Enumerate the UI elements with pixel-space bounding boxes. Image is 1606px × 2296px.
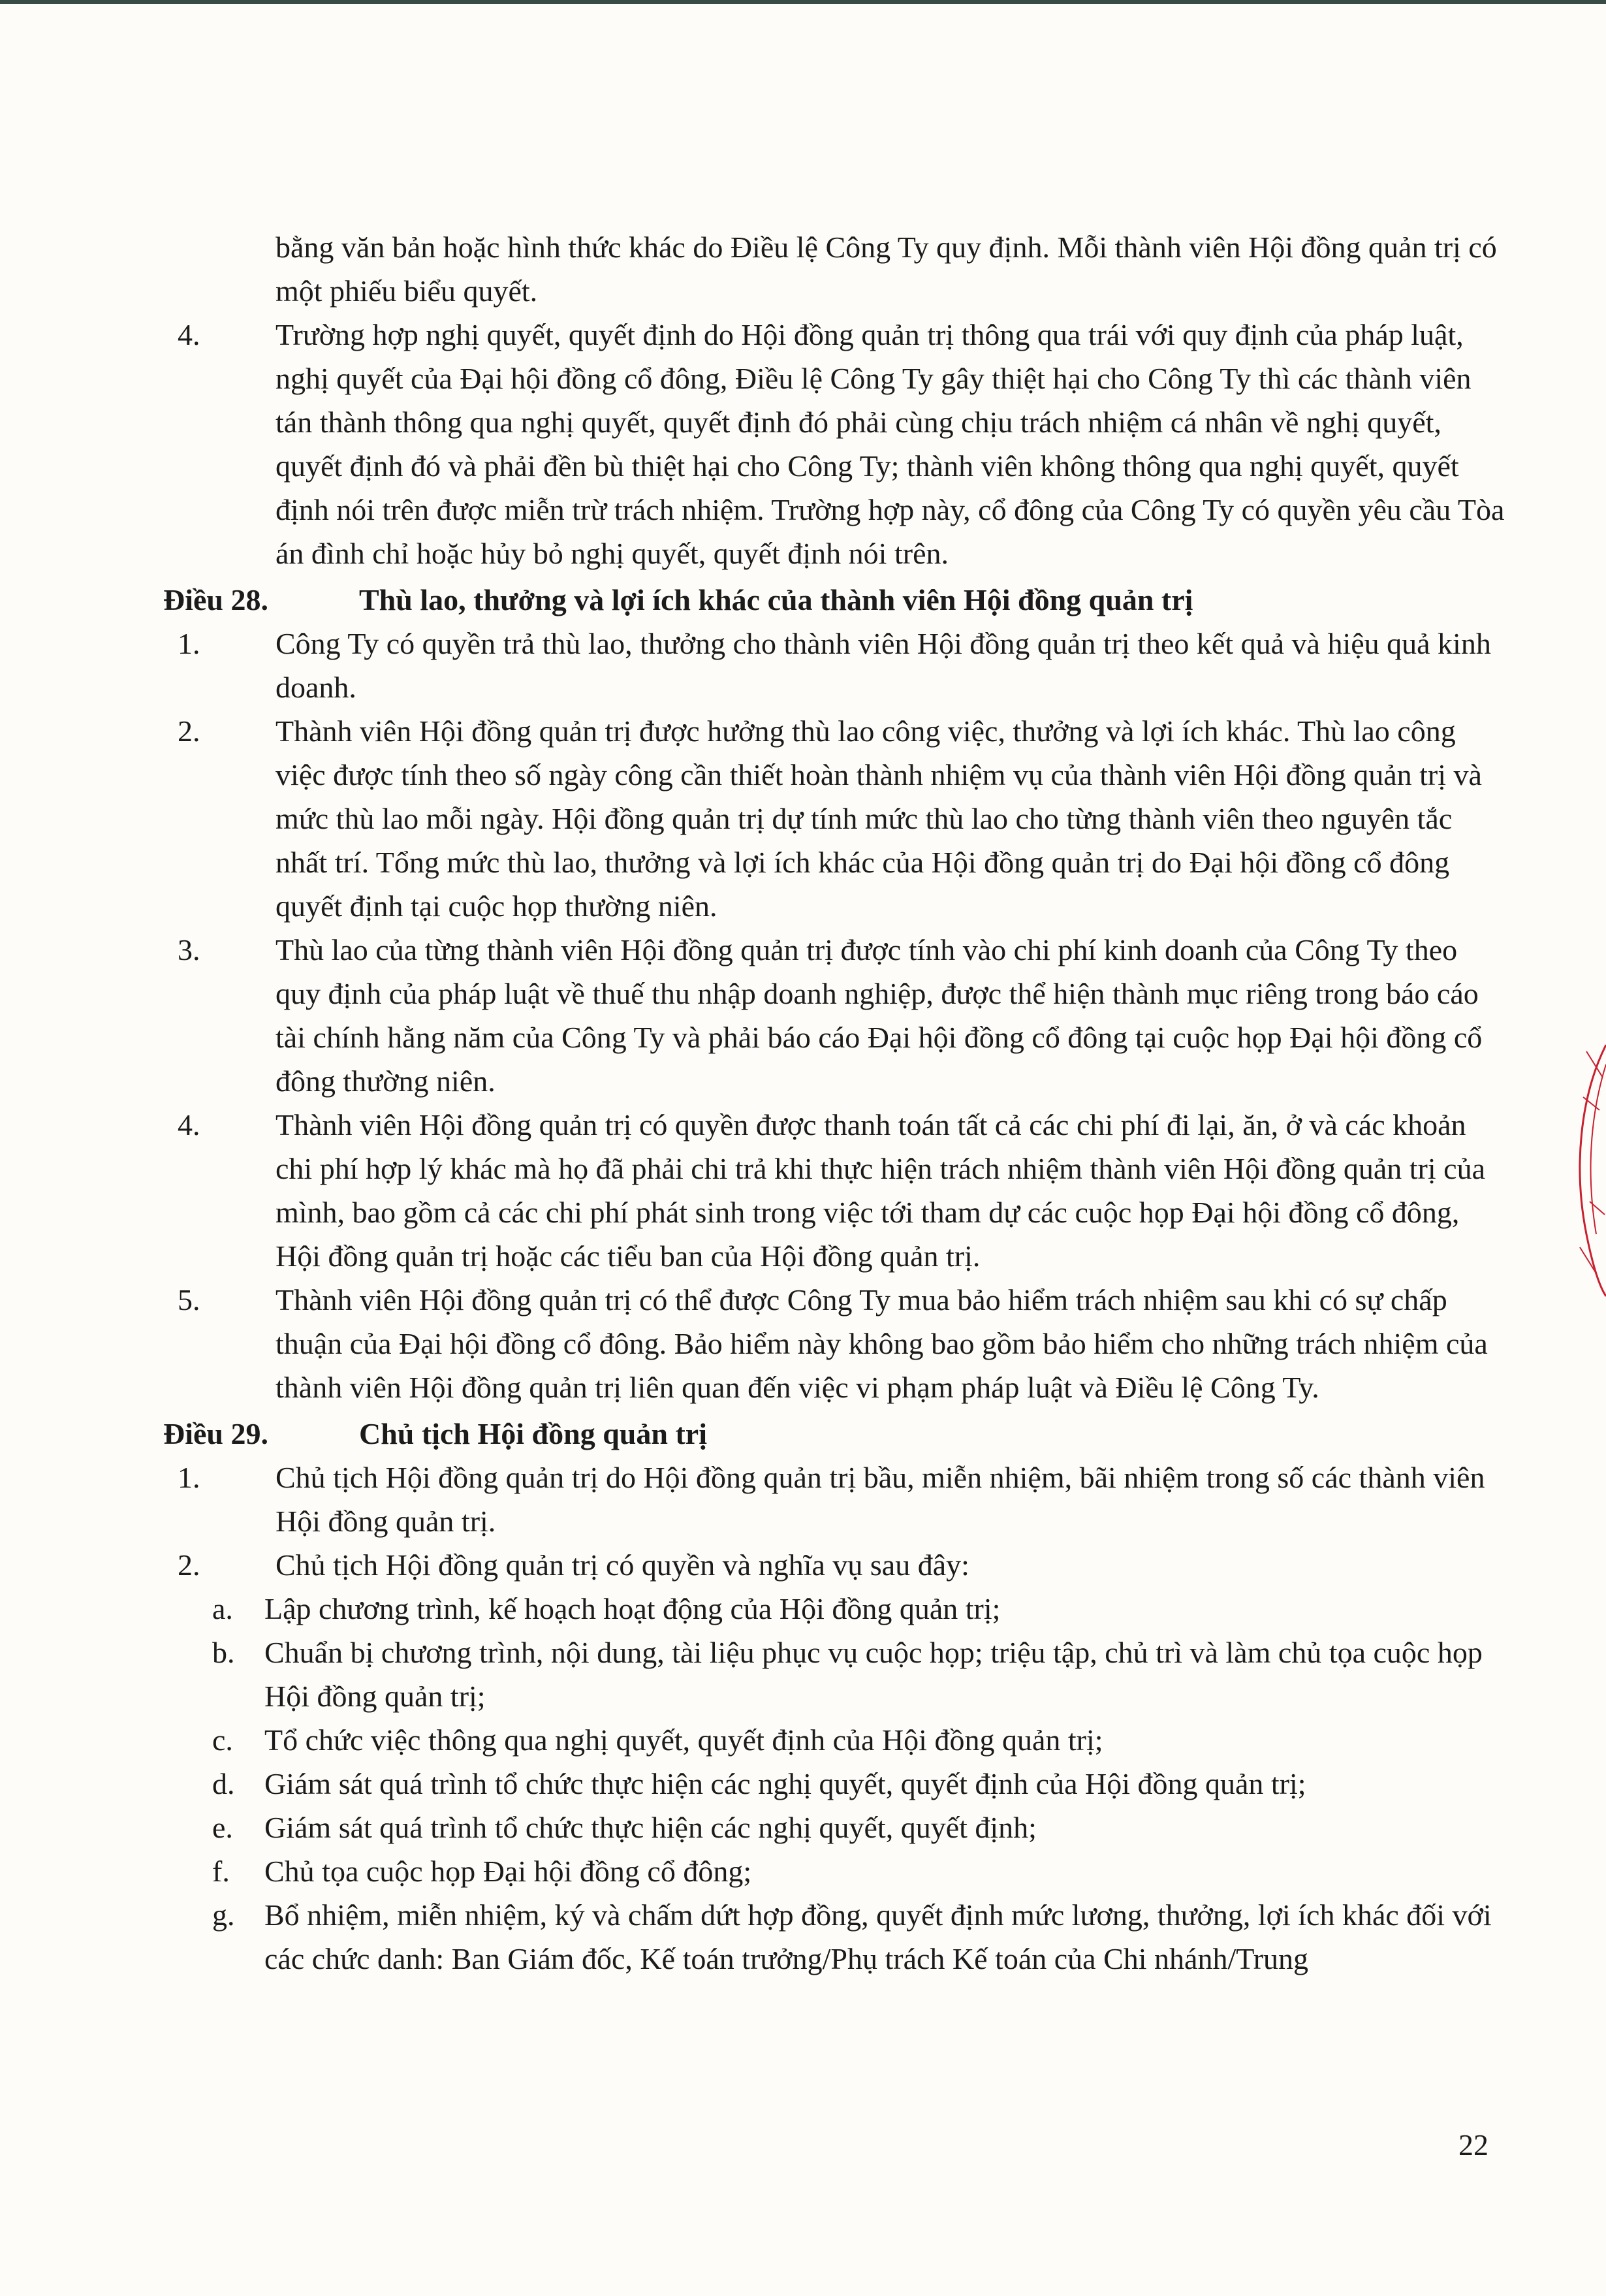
list-item <box>163 1278 1508 1409</box>
sub-item-text: Bổ nhiệm, miễn nhiệm, ký và chấm dứt hợp đồng, quyết định mức lương, thưởng, lợi ích khác đối với các chức danh: Ban Giám đốc, Kế toán trưởng/Phụ trách Kế toán của Chi nhánh/Trung <box>264 1898 1492 1975</box>
article-number: Điều 29. <box>163 1417 268 1450</box>
page-number: 22 <box>1458 2128 1488 2161</box>
scan-top-edge <box>0 0 1606 4</box>
sub-item-letter: f. <box>212 1855 230 1888</box>
item-number: 2. <box>178 1548 200 1582</box>
sub-item-text: Giám sát quá trình tổ chức thực hiện các nghị quyết, quyết định; <box>264 1811 1037 1844</box>
sub-item <box>163 1806 1508 1849</box>
sub-item-letter: e. <box>212 1811 233 1844</box>
item-text: Thù lao của từng thành viên Hội đồng quản trị được tính vào chi phí kinh doanh của Công Ty theo quy định của pháp luật về thuế thu nhập doanh nghiệp, được thể hiện thành mục riêng trong báo cáo tài chính hằng năm của Công Ty và phải báo cáo Đại hội đồng cổ đông tại cuộc họp Đại hội đồng cổ đông thường niên. <box>276 933 1483 1098</box>
document-page <box>163 225 1508 1981</box>
item-number: 1. <box>178 627 200 660</box>
sub-item-text: Giám sát quá trình tổ chức thực hiện các nghị quyết, quyết định của Hội đồng quản trị; <box>264 1767 1306 1800</box>
item-text: Chủ tịch Hội đồng quản trị do Hội đồng quản trị bầu, miễn nhiệm, bãi nhiệm trong số các thành viên Hội đồng quản trị. <box>276 1461 1485 1538</box>
list-item <box>163 709 1508 928</box>
article-heading-28 <box>163 578 1508 622</box>
list-item <box>163 928 1508 1103</box>
item-text: Thành viên Hội đồng quản trị có thể được Công Ty mua bảo hiểm trách nhiệm sau khi có sự chấp thuận của Đại hội đồng cổ đông. Bảo hiểm này không bao gồm bảo hiểm cho những trách nhiệm của thành viên Hội đồng quản trị liên quan đến việc vi phạm pháp luật và Điều lệ Công Ty. <box>276 1283 1488 1404</box>
item-text: Công Ty có quyền trả thù lao, thưởng cho thành viên Hội đồng quản trị theo kết quả và hiệu quả kinh doanh. <box>276 627 1491 704</box>
article-number: Điều 28. <box>163 583 268 616</box>
item-number: 4. <box>178 1108 200 1141</box>
item-text: Thành viên Hội đồng quản trị được hưởng thù lao công việc, thưởng và lợi ích khác. Thù lao công việc được tính theo số ngày công cần thiết hoàn thành nhiệm vụ của thành viên Hội đồng quản trị và mức thù lao mỗi ngày. Hội đồng quản trị dự tính mức thù lao cho từng thành viên theo nguyên tắc nhất trí. Tổng mức thù lao, thưởng và lợi ích khác của Hội đồng quản trị do Đại hội đồng cổ đông quyết định tại cuộc họp thường niên. <box>276 714 1482 923</box>
sub-item <box>163 1631 1508 1718</box>
red-seal-edge <box>1567 1038 1606 1299</box>
item-number: 2. <box>178 714 200 748</box>
sub-item-text: Tổ chức việc thông qua nghị quyết, quyết định của Hội đồng quản trị; <box>264 1723 1103 1757</box>
item-number: 3. <box>178 933 200 966</box>
sub-item-text: Chuẩn bị chương trình, nội dung, tài liệu phục vụ cuộc họp; triệu tập, chủ trì và làm chủ tọa cuộc họp Hội đồng quản trị; <box>264 1636 1483 1713</box>
item-text: Trường hợp nghị quyết, quyết định do Hội đồng quản trị thông qua trái với quy định của pháp luật, nghị quyết của Đại hội đồng cổ đông, Điều lệ Công Ty gây thiệt hại cho Công Ty thì các thành viên tán thành thông qua nghị quyết, quyết định đó phải cùng chịu trách nhiệm cá nhân về nghị quyết, quyết định đó và phải đền bù thiệt hại cho Công Ty; thành viên không thông qua nghị quyết, quyết định nói trên được miễn trừ trách nhiệm. Trường hợp này, cổ đông của Công Ty có quyền yêu cầu Tòa án đình chỉ hoặc hủy bỏ nghị quyết, quyết định nói trên. <box>276 318 1505 570</box>
paragraph-text: bằng văn bản hoặc hình thức khác do Điều lệ Công Ty quy định. Mỗi thành viên Hội đồng quản trị có một phiếu biểu quyết. <box>276 231 1497 308</box>
item-number: 1. <box>178 1461 200 1494</box>
sub-item <box>163 1587 1508 1631</box>
sub-item-letter: c. <box>212 1723 233 1757</box>
list-item <box>163 313 1508 575</box>
sub-item-letter: a. <box>212 1592 233 1625</box>
sub-item-text: Lập chương trình, kế hoạch hoạt động của Hội đồng quản trị; <box>264 1592 1001 1625</box>
sub-item-letter: g. <box>212 1898 235 1932</box>
sub-item-text: Chủ tọa cuộc họp Đại hội đồng cổ đông; <box>264 1855 752 1888</box>
paragraph-continuation <box>163 225 1508 313</box>
article-title: Thù lao, thưởng và lợi ích khác của thành viên Hội đồng quản trị <box>359 583 1193 616</box>
sub-item <box>163 1893 1508 1981</box>
item-text: Thành viên Hội đồng quản trị có quyền được thanh toán tất cả các chi phí đi lại, ăn, ở và các khoản chi phí hợp lý khác mà họ đã phải chi trả khi thực hiện trách nhiệm thành viên Hội đồng quản trị của mình, bao gồm cả các chi phí phát sinh trong việc tới tham dự các cuộc họp Đại hội đồng cổ đông, Hội đồng quản trị hoặc các tiểu ban của Hội đồng quản trị. <box>276 1108 1485 1273</box>
sub-item <box>163 1762 1508 1806</box>
article-title: Chủ tịch Hội đồng quản trị <box>359 1417 707 1450</box>
list-item <box>163 1543 1508 1587</box>
list-item <box>163 1103 1508 1278</box>
list-item <box>163 1456 1508 1543</box>
article-heading-29 <box>163 1412 1508 1456</box>
item-text: Chủ tịch Hội đồng quản trị có quyền và nghĩa vụ sau đây: <box>276 1548 969 1582</box>
list-item <box>163 622 1508 709</box>
sub-item-letter: b. <box>212 1636 235 1669</box>
sub-item <box>163 1849 1508 1893</box>
sub-item <box>163 1718 1508 1762</box>
item-number: 5. <box>178 1283 200 1316</box>
item-number: 4. <box>178 318 200 351</box>
sub-item-letter: d. <box>212 1767 235 1800</box>
